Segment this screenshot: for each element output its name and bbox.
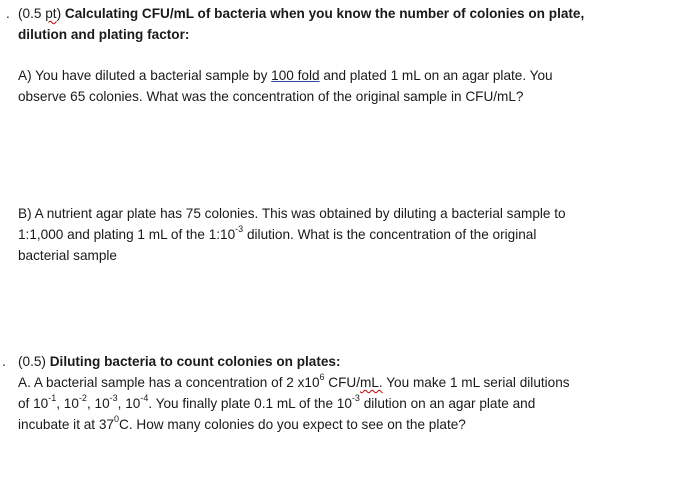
part-b-text-2: dilution. What is the concentration of the original [243, 227, 537, 242]
q2-l2-t2: , 10 [56, 396, 79, 411]
part-a-text-1: A) You have diluted a bacterial sample by [18, 68, 272, 83]
question-2-line-1 [18, 374, 570, 392]
q2-exponent-1: 6 [319, 372, 325, 383]
q2-l2-t6: dilution on an agar plate and [359, 396, 536, 411]
points-open: (0.5 [18, 6, 42, 21]
question-1-title-line-2: dilution and plating factor: [18, 27, 190, 42]
q2-l3-t2: C. How many colonies do you expect to see on the plate? [119, 417, 466, 432]
part-b-line-3: bacterial sample [18, 248, 117, 263]
question-2-line-3 [18, 416, 466, 434]
question-2-points: (0.5) [18, 354, 46, 369]
question-2-heading: Diluting bacteria to count colonies on plates: [49, 354, 341, 369]
question-1-title-line-1: Calculating CFU/mL of bacteria when you know the number of colonies on plate, [64, 6, 585, 21]
part-a-text-2: and plated 1 mL on an agar plate. You [319, 68, 553, 83]
part-a-line-2: observe 65 colonies. What was the concentration of the original sample in CFU/mL? [18, 89, 524, 104]
part-b-text-1: 1:1,000 and plating 1 mL of the 1:10 [18, 227, 236, 242]
q2-l2-t5: . You finally plate 0.1 mL of the 10 [148, 396, 352, 411]
q2-text-3: You make 1 mL serial dilutions [382, 375, 570, 390]
q2-l2-s2: -2 [78, 393, 87, 404]
question-1-bullet: . [6, 6, 10, 21]
part-b-exponent: -3 [235, 224, 244, 235]
q2-l3-degree: 0 [113, 414, 119, 425]
part-a-line-1 [18, 67, 553, 85]
q2-l2-t3: , 10 [86, 396, 110, 411]
q2-l2-s4: -4 [140, 393, 149, 404]
part-a-underlined: 100 fold [271, 68, 320, 83]
q2-text-2: CFU/ [324, 375, 361, 390]
part-b-line-2 [18, 226, 536, 244]
points-close: ) [56, 6, 62, 21]
question-1-points [18, 6, 61, 21]
question-2-title [18, 353, 341, 371]
part-b-line-1: B) A nutrient agar plate has 75 colonies. This was obtained by diluting a bacterial sample to [18, 206, 566, 221]
points-unit: pt [45, 6, 57, 21]
question-1-title [18, 5, 584, 23]
question-2-bullet: . [2, 354, 6, 369]
q2-l2-t1: of 10 [18, 396, 49, 411]
q2-l3-t1: incubate it at 37 [18, 417, 114, 432]
q2-l2-s5: -3 [351, 393, 360, 404]
q2-l2-t4: , 10 [117, 396, 141, 411]
q2-text-1: A. A bacterial sample has a concentration of 2 x10 [18, 375, 320, 390]
q2-spellcheck-word: mL. [360, 375, 383, 390]
q2-l2-s3: -3 [109, 393, 118, 404]
question-2-line-2 [18, 395, 535, 413]
q2-l2-s1: -1 [48, 393, 57, 404]
